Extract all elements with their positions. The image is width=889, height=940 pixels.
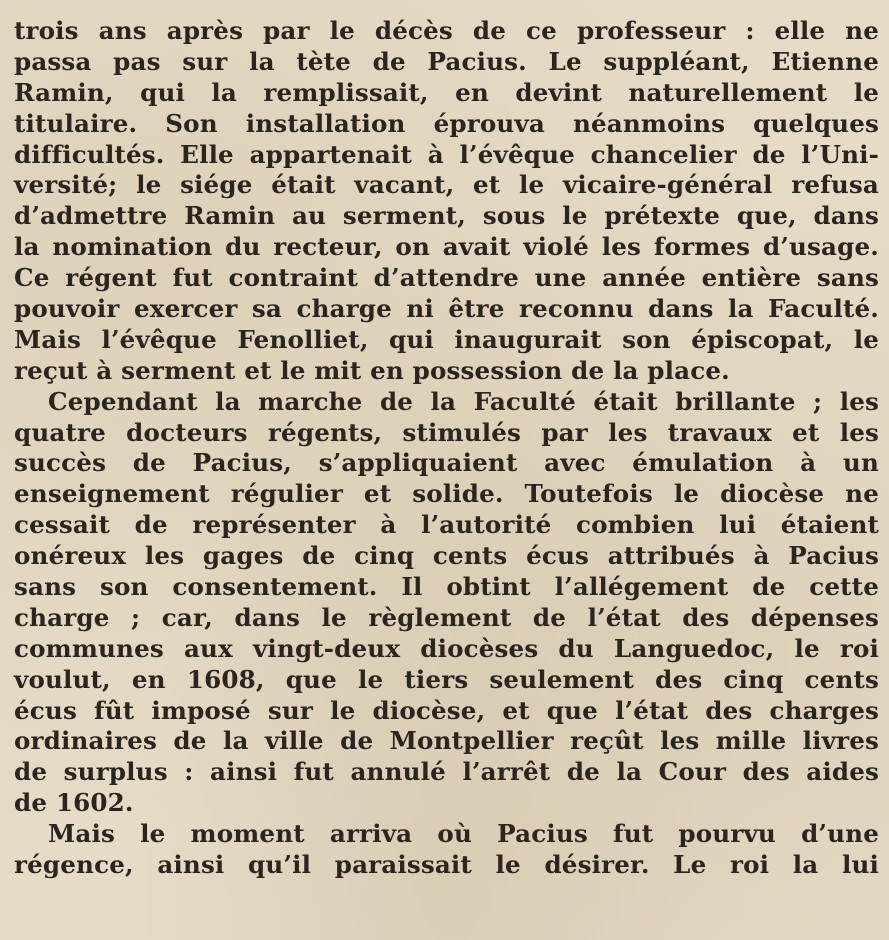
text-line: Ce régent fut contraint d’attendre une année entière sans xyxy=(14,263,879,293)
text-line: ordinaires de la ville de Montpellier reçût les mille livres xyxy=(14,726,879,756)
text-line: succès de Pacius, s’appliquaient avec émulation à un xyxy=(14,448,879,478)
text-line: voulut, en 1608, que le tiers seulement des cinq cents xyxy=(14,664,879,694)
body-text xyxy=(14,16,879,881)
text-line: de surplus : ainsi fut annulé l’arrêt de la Cour des aides xyxy=(14,757,879,787)
text-line: écus fût imposé sur le diocèse, et que l’état des charges xyxy=(14,695,879,725)
text-line: Mais le moment arriva où Pacius fut pourvu d’une xyxy=(48,819,879,849)
text-line: Mais l’évêque Fenolliet, qui inaugurait son épiscopat, le xyxy=(14,324,879,354)
text-line: Cependant la marche de la Faculté était brillante ; les xyxy=(48,386,879,416)
text-line: titulaire. Son installation éprouva néanmoins quelques xyxy=(14,108,879,138)
text-line: quatre docteurs régents, stimulés par les travaux et les xyxy=(14,417,879,447)
text-line: de 1602. xyxy=(14,788,134,818)
text-line: d’admettre Ramin au serment, sous le prétexte que, dans xyxy=(14,201,879,231)
text-line: pouvoir exercer sa charge ni être reconnu dans la Faculté. xyxy=(14,294,879,324)
text-line: communes aux vingt-deux diocèses du Languedoc, le roi xyxy=(14,633,879,663)
text-line: passa pas sur la tète de Pacius. Le suppléant, Etienne xyxy=(14,46,879,76)
text-line: versité; le siége était vacant, et le vicaire-général refusa xyxy=(14,170,879,200)
text-line: reçut à serment et le mit en possession de la place. xyxy=(14,355,730,385)
text-line: trois ans après par le décès de ce professeur : elle ne xyxy=(14,16,879,45)
text-line: cessait de représenter à l’autorité combien lui étaient xyxy=(14,510,879,540)
text-line: enseignement régulier et solide. Toutefois le diocèse ne xyxy=(14,479,879,509)
text-line: charge ; car, dans le règlement de l’état des dépenses xyxy=(14,602,879,632)
text-line: sans son consentement. Il obtint l’allégement de cette xyxy=(14,572,879,602)
text-line: la nomination du recteur, on avait violé les formes d’usage. xyxy=(14,232,879,262)
text-line: Ramin, qui la remplissait, en devint naturellement le xyxy=(14,77,879,107)
text-line: régence, ainsi qu’il paraissait le désirer. Le roi la lui xyxy=(14,850,879,880)
text-line: onéreux les gages de cinq cents écus attribués à Pacius xyxy=(14,541,879,571)
text-line: difficultés. Elle appartenait à l’évêque chancelier de l’Uni- xyxy=(14,139,879,169)
